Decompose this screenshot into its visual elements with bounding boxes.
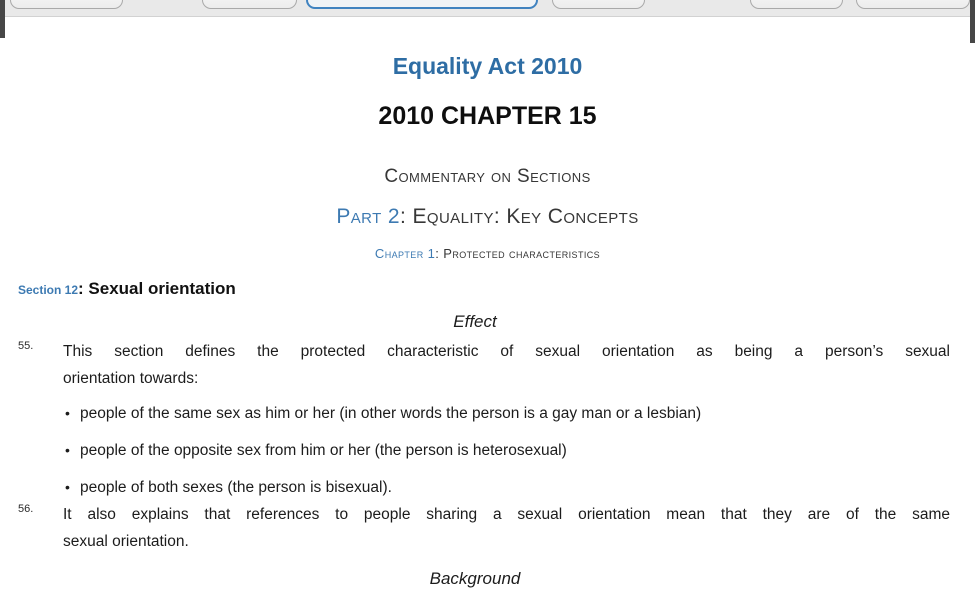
list-item bbox=[63, 400, 935, 427]
paragraph-56-line-1: It also explains that references to people sharing a sexual orientation mean that they are of the same bbox=[63, 506, 950, 523]
list-item bbox=[63, 437, 935, 464]
paragraph-number-55: 55. bbox=[18, 340, 34, 352]
bullet-text: people of both sexes (the person is bisexual). bbox=[80, 479, 392, 496]
browser-toolbar bbox=[0, 0, 975, 17]
paragraph-56 bbox=[63, 501, 950, 555]
paragraph-55-line-1: This section defines the protected characteristic of sexual orientation as being a person’s sexual bbox=[63, 343, 950, 360]
chapter1-title: : Protected characteristics bbox=[435, 246, 601, 261]
window-edge-left bbox=[0, 0, 5, 38]
section-label: Section 12 bbox=[18, 283, 79, 297]
part-label: Part 2 bbox=[336, 205, 400, 228]
paragraph-55-line-2: orientation towards: bbox=[63, 370, 199, 387]
toolbar-button-1[interactable] bbox=[10, 0, 123, 9]
toolbar-button-2[interactable] bbox=[202, 0, 297, 9]
commentary-heading: Commentary on Sections bbox=[384, 166, 591, 187]
paragraph-56-line-2: sexual orientation. bbox=[63, 533, 189, 550]
bullet-text: people of the opposite sex from him or her (the person is heterosexual) bbox=[80, 442, 567, 459]
orientation-bullet-list bbox=[63, 400, 935, 511]
toolbar-button-focused[interactable] bbox=[306, 0, 538, 9]
bullet-icon: • bbox=[65, 479, 70, 495]
chapter1-label: Chapter 1 bbox=[374, 246, 436, 261]
chapter-line: 2010 CHAPTER 15 bbox=[378, 102, 597, 130]
bullet-icon: • bbox=[65, 405, 70, 421]
background-heading: Background bbox=[429, 569, 521, 588]
toolbar-button-6[interactable] bbox=[856, 0, 970, 9]
toolbar-button-4[interactable] bbox=[552, 0, 645, 9]
bullet-icon: • bbox=[65, 442, 70, 458]
paragraph-55 bbox=[63, 338, 950, 392]
window-edge-right bbox=[970, 0, 975, 43]
chapter1-heading bbox=[0, 246, 975, 262]
paragraph-number-56: 56. bbox=[18, 503, 34, 515]
effect-heading: Effect bbox=[453, 312, 497, 331]
page-title: Equality Act 2010 bbox=[392, 53, 583, 79]
bullet-text: people of the same sex as him or her (in other words the person is a gay man or a lesbian) bbox=[80, 405, 702, 422]
part-heading bbox=[0, 204, 975, 230]
section-heading bbox=[18, 279, 236, 300]
toolbar-button-5[interactable] bbox=[750, 0, 843, 9]
list-item bbox=[63, 474, 935, 501]
section-title: : Sexual orientation bbox=[78, 279, 236, 298]
part-title: : Equality: Key Concepts bbox=[400, 205, 639, 228]
